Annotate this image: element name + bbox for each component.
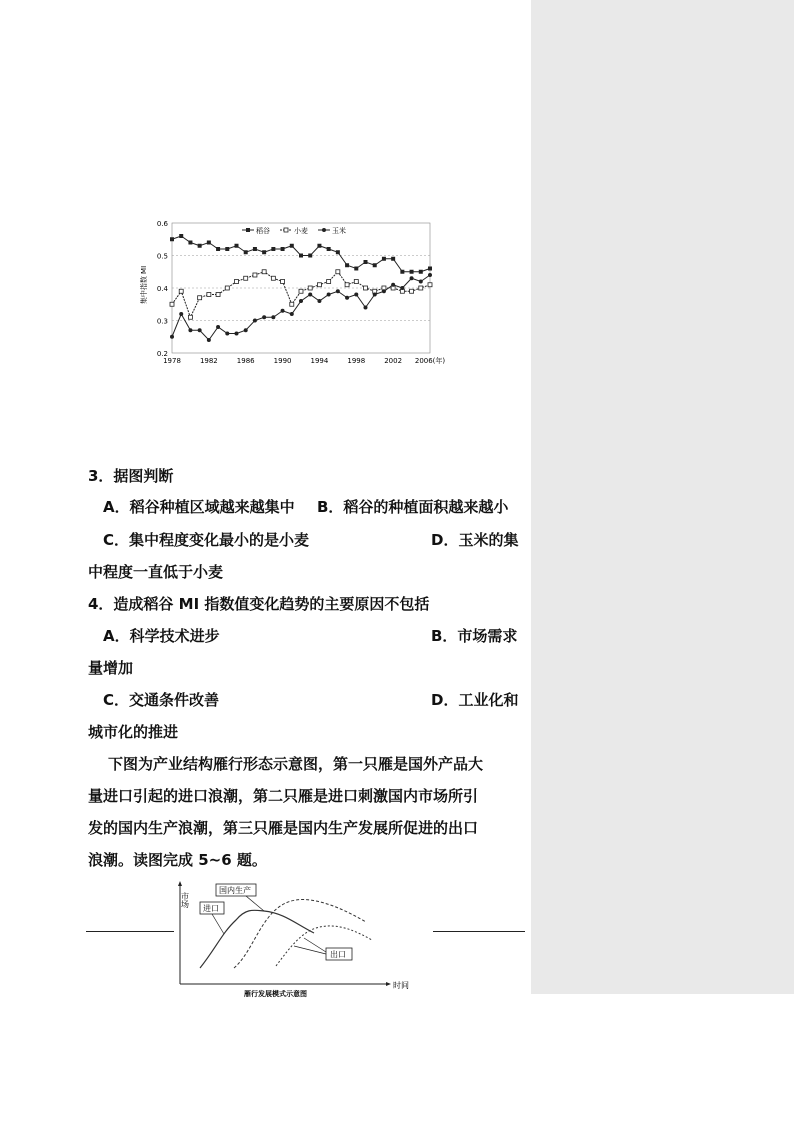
data-point xyxy=(198,328,202,332)
flying-geese-diagram xyxy=(176,878,421,998)
data-point xyxy=(253,273,257,277)
data-point xyxy=(170,302,174,306)
data-point xyxy=(281,309,285,313)
label-export: 出口 xyxy=(330,950,346,959)
passage-line-1: 下图为产业结构雁行形态示意图，第一只雁是国外产品大 xyxy=(108,755,484,773)
x-tick-label: 1990 xyxy=(273,357,292,365)
data-point xyxy=(262,315,266,319)
data-point xyxy=(216,325,220,329)
data-point xyxy=(235,280,239,284)
data-point xyxy=(364,286,368,290)
x-tick-label: 2002 xyxy=(384,357,403,365)
data-point xyxy=(290,302,294,306)
comment-pane xyxy=(531,0,794,994)
data-point xyxy=(327,247,331,251)
mi-index-chart xyxy=(140,213,446,368)
q3-option-c: C．集中程度变化最小的是小麦 xyxy=(103,531,310,549)
y-axis-label: 集中指数 MI xyxy=(140,265,148,305)
data-point xyxy=(308,286,312,290)
data-point xyxy=(410,289,414,293)
data-point xyxy=(271,276,275,280)
data-point xyxy=(299,289,303,293)
y-axis-label: 市场 xyxy=(180,892,190,908)
data-point xyxy=(410,270,414,274)
data-point xyxy=(225,286,229,290)
data-point xyxy=(419,286,423,290)
data-point xyxy=(244,328,248,332)
data-point xyxy=(216,293,220,297)
data-point xyxy=(179,312,183,316)
data-point xyxy=(317,244,321,248)
data-point xyxy=(207,241,211,245)
data-point xyxy=(179,289,183,293)
footnote-rule-left xyxy=(86,931,174,932)
data-point xyxy=(271,315,275,319)
data-point xyxy=(235,244,239,248)
q4-option-b-cont: 量增加 xyxy=(88,659,134,677)
data-point xyxy=(336,250,340,254)
q4-option-d-cont: 城市化的推进 xyxy=(88,723,179,741)
data-point xyxy=(373,263,377,267)
data-point xyxy=(253,247,257,251)
q4-stem: 4．造成稻谷 MI 指数值变化趋势的主要原因不包括 xyxy=(88,595,430,613)
data-point xyxy=(308,293,312,297)
data-point xyxy=(299,254,303,258)
data-point xyxy=(400,270,404,274)
data-point xyxy=(336,270,340,274)
data-point xyxy=(170,237,174,241)
x-tick-label: 1986 xyxy=(236,357,255,365)
data-point xyxy=(170,335,174,339)
q3-stem: 3．据图判断 xyxy=(88,467,174,485)
data-point xyxy=(391,257,395,261)
data-point xyxy=(382,289,386,293)
data-point xyxy=(354,293,358,297)
data-point xyxy=(354,280,358,284)
data-point xyxy=(244,250,248,254)
data-point xyxy=(207,293,211,297)
data-point xyxy=(290,244,294,248)
data-point xyxy=(345,263,349,267)
q4-option-a: A．科学技术进步 xyxy=(103,627,220,645)
data-point xyxy=(391,283,395,287)
x-axis-label: 时间 xyxy=(393,981,409,990)
data-point xyxy=(428,283,432,287)
data-point xyxy=(281,280,285,284)
data-point xyxy=(428,267,432,271)
q3-option-d: D．玉米的集 xyxy=(431,531,519,549)
data-point xyxy=(317,283,321,287)
data-point xyxy=(188,241,192,245)
export-curve xyxy=(276,926,372,966)
data-point xyxy=(382,257,386,261)
label-import: 进口 xyxy=(203,904,219,913)
data-point xyxy=(364,306,368,310)
x-tick-label: 1998 xyxy=(347,357,366,365)
passage-line-2: 量进口引起的进口浪潮，第二只雁是进口刺激国内市场所引 xyxy=(88,787,479,805)
q4-option-c: C．交通条件改善 xyxy=(103,691,220,709)
data-point xyxy=(271,247,275,251)
data-point xyxy=(345,283,349,287)
data-point xyxy=(179,234,183,238)
data-point xyxy=(419,270,423,274)
data-point xyxy=(336,289,340,293)
data-point xyxy=(299,299,303,303)
y-tick-label: 0.6 xyxy=(156,220,168,228)
data-point xyxy=(428,273,432,277)
y-tick-label: 0.5 xyxy=(156,252,168,261)
diagram-caption: 雁行发展模式示意图 xyxy=(244,990,307,998)
data-point xyxy=(225,332,229,336)
import-curve xyxy=(200,910,314,968)
data-point xyxy=(400,286,404,290)
data-point xyxy=(262,250,266,254)
data-point xyxy=(225,247,229,251)
data-point xyxy=(253,319,257,323)
data-point xyxy=(235,332,239,336)
q4-option-b: B．市场需求 xyxy=(431,627,518,645)
data-point xyxy=(207,338,211,342)
data-point xyxy=(373,293,377,297)
data-point xyxy=(308,254,312,258)
legend xyxy=(242,226,346,235)
data-point xyxy=(290,312,294,316)
data-point xyxy=(419,280,423,284)
q4-option-d: D．工业化和 xyxy=(431,691,519,709)
footnote-rule-right xyxy=(433,931,525,932)
q3-option-d-cont: 中程度一直低于小麦 xyxy=(88,563,224,581)
x-tick-label: 1994 xyxy=(310,357,329,365)
data-point xyxy=(364,260,368,264)
y-tick-label: 0.4 xyxy=(156,285,168,293)
q3-option-a: A．稻谷种植区域越来越集中 xyxy=(103,498,295,516)
data-point xyxy=(198,244,202,248)
data-point xyxy=(317,299,321,303)
x-tick-label: 2006(年) xyxy=(414,357,446,365)
legend-corn: 玉米 xyxy=(332,227,346,235)
data-point xyxy=(354,267,358,271)
data-point xyxy=(188,328,192,332)
data-point xyxy=(188,315,192,319)
data-point xyxy=(327,293,331,297)
data-point xyxy=(244,276,248,280)
passage-line-4: 浪潮。读图完成 5~6 题。 xyxy=(88,851,267,869)
data-point xyxy=(410,276,414,280)
legend-wheat: 小麦 xyxy=(294,227,308,235)
x-tick-label: 1982 xyxy=(199,357,218,365)
q3-option-b: B．稻谷的种植面积越来越小 xyxy=(317,498,509,516)
data-point xyxy=(345,296,349,300)
data-point xyxy=(281,247,285,251)
x-tick-label: 1978 xyxy=(163,357,181,365)
data-point xyxy=(262,270,266,274)
data-point xyxy=(216,247,220,251)
data-point xyxy=(327,280,331,284)
passage-line-3: 发的国内生产浪潮，第三只雁是国内生产发展所促进的出口 xyxy=(88,819,479,837)
legend-rice: 稻谷 xyxy=(256,227,270,235)
y-tick-label: 0.3 xyxy=(156,317,168,326)
y-tick-label: 0.2 xyxy=(156,350,168,358)
label-domestic: 国内生产 xyxy=(219,886,251,895)
data-point xyxy=(198,296,202,300)
